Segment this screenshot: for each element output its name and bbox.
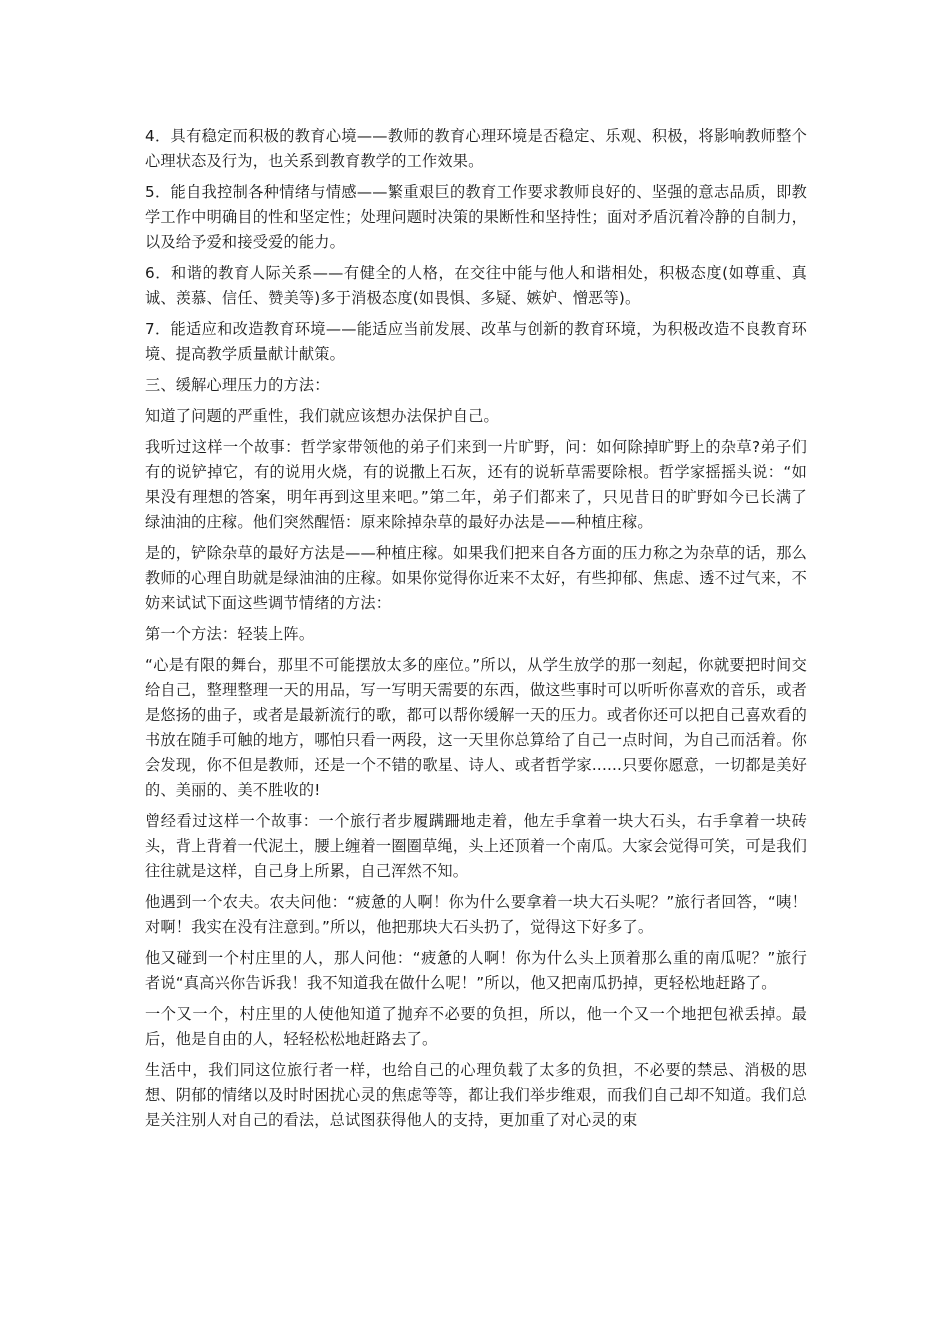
paragraph-philosopher-story: 我听过这样一个故事：哲学家带领他的弟子们来到一片旷野，问：如何除掉旷野上的杂草?弟子们有的说铲掉它，有的说用火烧，有的说撒上石灰，还有的说斩草需要除根。哲学家摇摇头说：“如果没有理想的答案，明年再到这里来吧。”第二年，弟子们都来了，只见昔日的旷野如今已长满了绿油油的庄稼。他们突然醒悟：原来除掉杂草的最好办法是——种植庄稼。 [145, 438, 807, 531]
section-heading: 三、缓解心理压力的方法： [145, 376, 330, 394]
paragraph-villager: 他又碰到一个村庄里的人，那人问他：“疲惫的人啊！你为什么头上顶着那么重的南瓜呢？”旅行者说“真高兴你告诉我！我不知道我在做什么呢！”所以，他又把南瓜扔掉，更轻松地赶路了。 [145, 949, 807, 992]
paragraph-item-4: 4．具有稳定而积极的教育心境——教师的教育心理环境是否稳定、乐观、积极，将影响教师整个心理状态及行为，也关系到教育教学的工作效果。 [145, 127, 807, 170]
paragraph-weeds: 是的，铲除杂草的最好方法是——种植庄稼。如果我们把来自各方面的压力称之为杂草的话，那么教师的心理自助就是绿油油的庄稼。如果你觉得你近来不太好，有些抑郁、焦虑、透不过气来，不妨来试试下面这些调节情绪的方法： [145, 544, 807, 612]
paragraph-item-5: 5．能自我控制各种情绪与情感——繁重艰巨的教育工作要求教师良好的、坚强的意志品质，即教学工作中明确目的性和坚定性；处理问题时决策的果断性和坚持性；面对矛盾沉着冷静的自制力，以及给予爱和接受爱的能力。 [145, 183, 807, 251]
paragraph-farmer: 他遇到一个农夫。农夫问他：“疲惫的人啊！你为什么要拿着一块大石头呢？”旅行者回答，“咦！对啊！我实在没有注意到。”所以，他把那块大石头扔了，觉得这下好多了。 [145, 893, 807, 936]
paragraph-intro: 知道了问题的严重性，我们就应该想办法保护自己。 [145, 407, 499, 425]
paragraph-item-6: 6．和谐的教育人际关系——有健全的人格，在交往中能与他人和谐相处，积极态度(如尊重、真诚、羡慕、信任、赞美等)多于消极态度(如畏惧、多疑、嫉妒、憎恶等)。 [145, 264, 807, 307]
document-body [145, 124, 807, 1139]
paragraph-heart-stage: “心是有限的舞台，那里不可能摆放太多的座位。”所以，从学生放学的那一刻起，你就要把时间交给自己，整理整理一天的用品，写一写明天需要的东西，做这些事时可以听听你喜欢的音乐，或者是悠扬的曲子，或者是最新流行的歌，都可以帮你缓解一天的压力。或者你还可以把自己喜欢看的书放在随手可触的地方，哪怕只看一两段，这一天里你总算给了自己一点时间，为自己而活着。你会发现，你不但是教师，还是一个不错的歌星、诗人、或者哲学家......只要你愿意，一切都是美好的、美丽的、美不胜收的! [145, 656, 807, 799]
method-heading: 第一个方法：轻装上阵。 [145, 625, 315, 643]
paragraph-life: 生活中，我们同这位旅行者一样，也给自己的心理负载了太多的负担，不必要的禁忌、消极的思想、阴郁的情绪以及时时困扰心灵的焦虑等等，都让我们举步维艰，而我们自己却不知道。我们总是关注别人对自己的看法，总试图获得他人的支持，更加重了对心灵的束 [145, 1061, 807, 1129]
paragraph-item-7: 7．能适应和改造教育环境——能适应当前发展、改革与创新的教育环境，为积极改造不良教育环境、提高教学质量献计献策。 [145, 320, 807, 363]
paragraph-traveler-story: 曾经看过这样一个故事：一个旅行者步履蹒跚地走着，他左手拿着一块大石头，右手拿着一块砖头，背上背着一代泥土，腰上缠着一圈圈草绳，头上还顶着一个南瓜。大家会觉得可笑，可是我们往往就是这样，自己身上所累，自己浑然不知。 [145, 812, 807, 880]
paragraph-freedom: 一个又一个，村庄里的人使他知道了抛弃不必要的负担，所以，他一个又一个地把包袱丢掉。最后，他是自由的人，轻轻松松地赶路去了。 [145, 1005, 807, 1048]
